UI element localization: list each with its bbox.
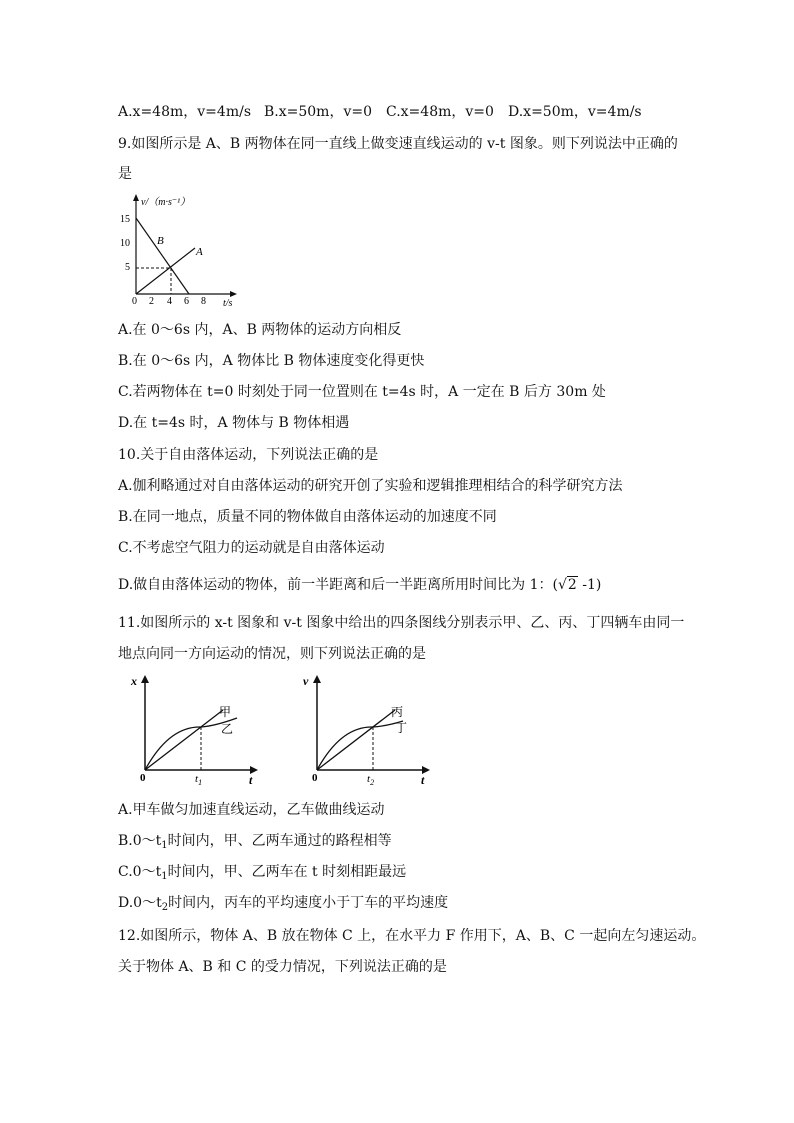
- q9-xtick-8: 8: [201, 296, 206, 307]
- q12-stem-line2: 关于物体 A、B 和 C 的受力情况，下列说法正确的是: [118, 959, 447, 975]
- q11-stem-line2: 地点向同一方向运动的情况，则下列说法正确的是: [118, 646, 426, 662]
- q9-option-c: C.若两物体在 t=0 时刻处于同一位置则在 t=4s 时，A 一定在 B 后方 30m 处: [118, 384, 606, 400]
- q10-option-d-root: 2: [567, 577, 577, 593]
- q11-vt-ylabel: v: [303, 674, 309, 688]
- q9-option-b: B.在 0～6s 内，A 物体比 B 物体速度变化得更快: [118, 353, 425, 369]
- q11-stem-line1: 11.如图所示的 x-t 图象和 v-t 图象中给出的四条图线分别表示甲、乙、丙、丁四辆车由同一: [118, 615, 685, 631]
- q11-option-c: [118, 862, 406, 882]
- q11-xt-ylabel: x: [131, 674, 137, 688]
- q10-option-d-prefix: D.做自由落体运动的物体，前一半距离和后一半距离所用时间比为 1：(: [118, 577, 558, 593]
- q11-vt-origin: 0: [312, 772, 318, 784]
- q8-option-c: C.x=48m，v=0: [386, 104, 494, 120]
- q11-option-d-sub: 2: [161, 902, 169, 913]
- q11-line-bing: [317, 710, 395, 770]
- q9-origin: 0: [132, 296, 137, 307]
- q11-option-c-pre: C.0～t: [118, 864, 162, 880]
- q11-vt-graph: [297, 672, 437, 790]
- q11-label-bing: 丙: [391, 705, 404, 719]
- q11-curve-ding: [317, 721, 403, 770]
- q8-options: [118, 102, 642, 122]
- q11-option-a: A.甲车做匀加速直线运动，乙车做曲线运动: [118, 802, 385, 818]
- q11-vt-y-arrow: [313, 675, 321, 683]
- q11-label-ding: 丁: [395, 721, 408, 735]
- q11-option-b-post: 时间内，甲、乙两车通过的路程相等: [167, 833, 392, 849]
- q11-xt-xlabel: t: [249, 773, 253, 787]
- q11-xt-tick: $t_1$: [195, 773, 203, 787]
- q11-label-yi: 乙: [221, 722, 234, 736]
- q9-x-arrow: [230, 291, 237, 297]
- q10-option-b: B.在同一地点，质量不同的物体做自由落体运动的加速度不同: [118, 509, 497, 525]
- q9-ytick-5: 5: [125, 262, 130, 273]
- q9-xtick-2: 2: [149, 296, 154, 307]
- q9-stem-line1: 9.如图所示是 A、B 两物体在同一直线上做变速直线运动的 v-t 图象。则下列说法中正确的: [118, 136, 678, 152]
- q11-option-b-pre: B.0～t: [118, 833, 162, 849]
- q11-xt-graph: [125, 672, 265, 790]
- q9-label-a: A: [196, 246, 203, 258]
- q9-xtick-6: 6: [184, 296, 189, 307]
- q9-option-d: D.在 t=4s 时，A 物体与 B 物体相遇: [118, 415, 350, 431]
- q9-line-b: [136, 218, 189, 294]
- q10-option-d: [118, 575, 601, 595]
- q10-option-a: A.伽利略通过对自由落体运动的研究开创了实验和逻辑推理相结合的科学研究方法: [118, 478, 623, 494]
- q11-xt-y-arrow: [141, 675, 149, 683]
- q11-xt-origin: 0: [140, 772, 146, 784]
- q9-xlabel: t/s: [223, 298, 233, 309]
- q9-ytick-15: 15: [120, 214, 130, 225]
- q11-option-b: [118, 831, 392, 851]
- q10-option-d-suffix: -1): [577, 577, 602, 593]
- q9-ytick-10: 10: [120, 238, 130, 249]
- q11-option-d-post: 时间内，丙车的平均速度小于丁车的平均速度: [168, 895, 449, 911]
- q11-line-jia: [145, 710, 223, 770]
- q9-vt-graph: [115, 192, 245, 310]
- q11-vt-xlabel: t: [421, 773, 425, 787]
- q9-label-b: B: [157, 235, 164, 247]
- q12-stem-line1: 12.如图所示，物体 A、B 放在物体 C 上，在水平力 F 作用下，A、B、C 一起向左匀速运动。: [118, 928, 706, 944]
- q11-option-d-pre: D.0～t: [118, 895, 162, 911]
- q8-option-a: A.x=48m，v=4m/s: [118, 104, 251, 120]
- sqrt-symbol: √: [558, 577, 567, 593]
- q11-label-jia: 甲: [219, 705, 232, 719]
- q11-option-b-sub: 1: [161, 840, 168, 851]
- q9-ylabel: v/（m·s⁻¹）: [141, 197, 191, 208]
- q9-stem-line2: 是: [118, 166, 132, 182]
- q10-stem: 10.关于自由落体运动，下列说法正确的是: [118, 447, 379, 463]
- q11-option-c-post: 时间内，甲、乙两车在 t 时刻相距最远: [167, 864, 407, 880]
- q9-option-a: A.在 0～6s 内，A、B 两物体的运动方向相反: [118, 322, 402, 338]
- q10-option-c: C.不考虑空气阻力的运动就是自由落体运动: [118, 540, 385, 556]
- q9-xtick-4: 4: [167, 296, 172, 307]
- q8-option-b: B.x=50m，v=0: [264, 104, 373, 120]
- q11-option-d: [118, 893, 448, 913]
- q11-option-c-sub: 1: [161, 871, 168, 882]
- q11-vt-tick: $t_2$: [367, 773, 375, 787]
- q8-option-d: D.x=50m，v=4m/s: [508, 104, 642, 120]
- q9-y-arrow: [133, 194, 139, 201]
- q9-line-a: [136, 248, 195, 294]
